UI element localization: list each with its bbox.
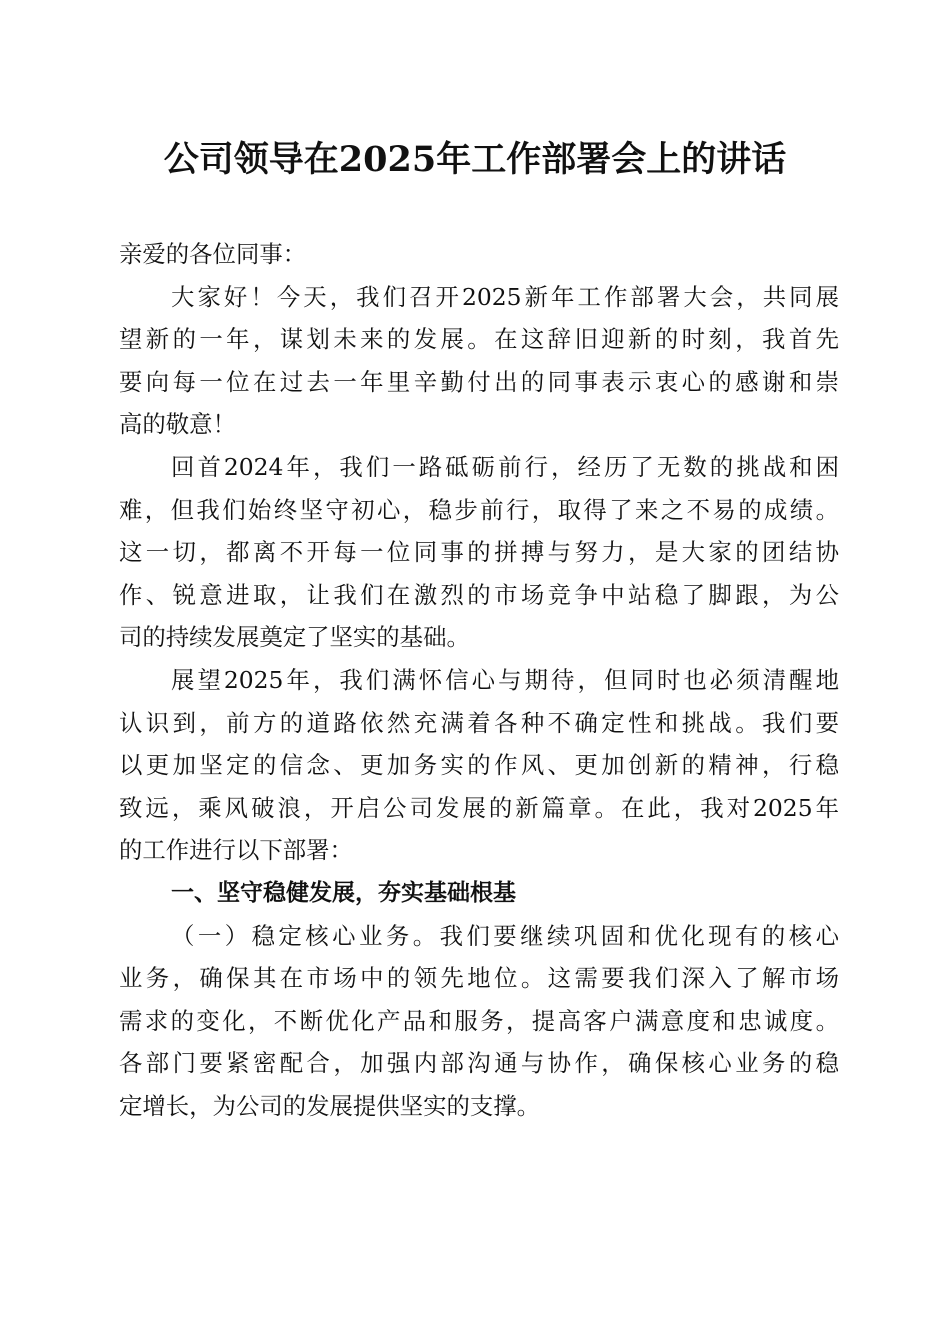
subsection-line: 需求的变化，不断优化产品和服务，提高客户满意度和忠诚度。 [119, 1006, 839, 1035]
paragraph-line: 认识到，前方的道路依然充满着各种不确定性和挑战。我们要 [119, 708, 839, 737]
subsection-line: 定增长，为公司的发展提供坚实的支撑。 [119, 1091, 541, 1120]
paragraph-line: 作、锐意进取，让我们在激烈的市场竞争中站稳了脚跟，为公 [119, 580, 839, 609]
section-heading: 一、坚守稳健发展，夯实基础根基 [171, 879, 516, 906]
paragraph-line: 难，但我们始终坚守初心，稳步前行，取得了来之不易的成绩。 [119, 495, 839, 524]
paragraph-line: 司的持续发展奠定了坚实的基础。 [119, 623, 470, 652]
subsection-line: （一）稳定核心业务。我们要继续巩固和优化现有的核心 [171, 921, 839, 950]
paragraph-line: 这一切，都离不开每一位同事的拼搏与努力，是大家的团结协 [119, 538, 839, 567]
paragraph-line: 的工作进行以下部署： [119, 836, 353, 865]
paragraph-line: 回首2024年，我们一路砥砺前行，经历了无数的挑战和困 [171, 452, 839, 481]
document-body [119, 233, 839, 1127]
subsection-line: 业务，确保其在市场中的领先地位。这需要我们深入了解市场 [119, 964, 839, 993]
paragraph-line: 大家好！今天，我们召开2025新年工作部署大会，共同展 [171, 282, 839, 311]
paragraph-line: 展望2025年，我们满怀信心与期待，但同时也必须清醒地 [171, 665, 839, 694]
paragraph-line: 望新的一年，谋划未来的发展。在这辞旧迎新的时刻，我首先 [119, 325, 839, 354]
paragraph-line: 要向每一位在过去一年里辛勤付出的同事表示衷心的感谢和崇 [119, 367, 839, 396]
page-title: 公司领导在2025年工作部署会上的讲话 [163, 139, 787, 180]
paragraph-line: 以更加坚定的信念、更加务实的作风、更加创新的精神，行稳 [119, 751, 839, 780]
salutation: 亲爱的各位同事： [119, 240, 307, 268]
subsection-line: 各部门要紧密配合，加强内部沟通与协作，确保核心业务的稳 [119, 1049, 839, 1078]
paragraph-line: 高的敬意！ [119, 410, 236, 439]
paragraph-line: 致远，乘风破浪，开启公司发展的新篇章。在此，我对2025年 [119, 793, 839, 822]
